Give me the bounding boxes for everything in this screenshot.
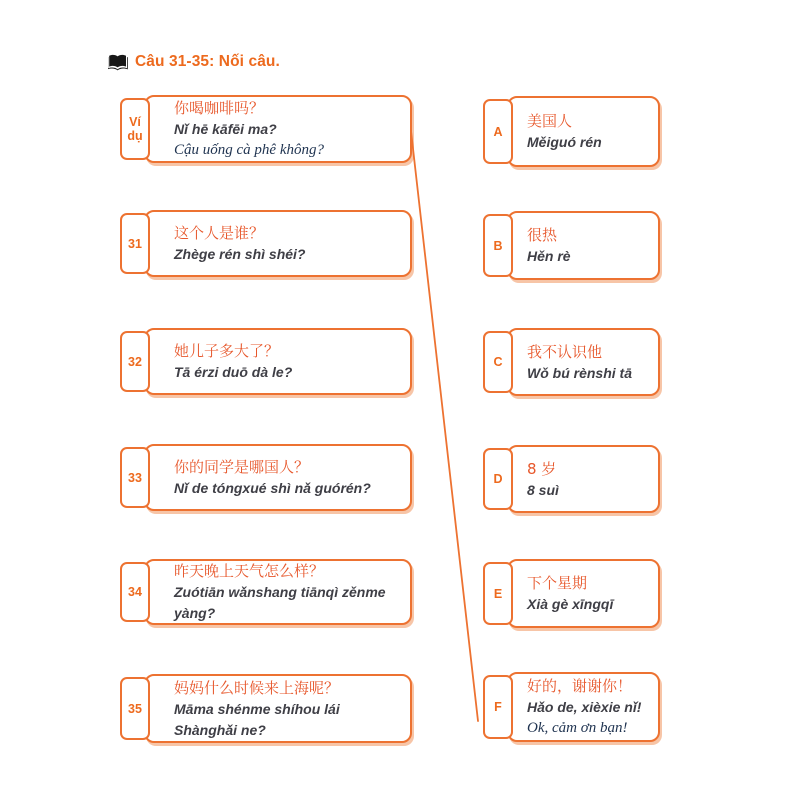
chinese-text: 她儿子多大了？ <box>174 342 280 360</box>
answer-tag-D: D <box>483 448 513 510</box>
question-tag-example: Ví dụ <box>120 98 150 160</box>
answer-tag-F: F <box>483 675 513 739</box>
question-box-33 <box>144 444 412 511</box>
question-tag-31: 31 <box>120 213 150 274</box>
pinyin-text: Hěn rè <box>527 248 571 264</box>
question-row-example <box>120 95 412 163</box>
pinyin-text: 8 suì <box>527 481 559 498</box>
pinyin-text: Hǎo de, xièxie nǐ! <box>527 699 642 715</box>
answer-row-B <box>483 211 660 280</box>
chinese-text: 妈妈什么时候来上海呢？ <box>174 678 340 697</box>
question-tag-34: 34 <box>120 562 150 622</box>
chinese-text: 我不认识他 <box>527 342 603 361</box>
vietnamese-text: Cậu uống cà phê không? <box>174 142 324 158</box>
answer-box-F <box>507 672 660 742</box>
question-row-35 <box>120 674 412 743</box>
question-row-32 <box>120 328 412 395</box>
question-box-35 <box>144 674 412 743</box>
answer-box-E <box>507 559 660 628</box>
answer-row-F <box>483 672 660 742</box>
chinese-text: 很热 <box>527 226 558 244</box>
answer-row-E <box>483 559 660 628</box>
chinese-text: 昨天晚上天气怎么样？ <box>174 562 325 580</box>
answer-tag-A: A <box>483 99 513 164</box>
question-box-31 <box>144 210 412 277</box>
vietnamese-text: Ok, cảm ơn bạn! <box>527 720 628 736</box>
chinese-text: 这个人是谁？ <box>174 224 265 242</box>
question-tag-32: 32 <box>120 331 150 392</box>
answer-tag-B: B <box>483 214 513 277</box>
answer-tag-E: E <box>483 562 513 625</box>
chinese-text: 好的，谢谢你！ <box>527 677 633 695</box>
question-row-31 <box>120 210 412 277</box>
pinyin-text: Zhège rén shì shéi? <box>174 246 306 262</box>
chinese-text: 你的同学是哪国人？ <box>174 458 310 476</box>
answer-box-A <box>507 96 660 167</box>
chinese-text: 8 岁 <box>527 459 557 478</box>
question-tag-35: 35 <box>120 677 150 740</box>
pinyin-text: Tā érzi duō dà le? <box>174 364 293 380</box>
question-row-34 <box>120 559 412 625</box>
answer-tag-C: C <box>483 331 513 393</box>
pinyin-text: Xià gè xīngqī <box>527 596 614 612</box>
chinese-text: 你喝咖啡吗？ <box>174 99 265 117</box>
answer-box-D <box>507 445 660 513</box>
question-row-33 <box>120 444 412 511</box>
pinyin-text: Nǐ hē kāfēi ma? <box>174 121 277 137</box>
pinyin-text: Nǐ de tóngxué shì nǎ guórén? <box>174 480 371 496</box>
question-box-32 <box>144 328 412 395</box>
open-book-icon <box>108 54 128 71</box>
question-tag-33: 33 <box>120 447 150 508</box>
pinyin-text: Wǒ bú rènshi tā <box>527 364 632 381</box>
section-title: Câu 31-35: Nối câu. <box>135 53 280 70</box>
answer-box-B <box>507 211 660 280</box>
section-header <box>108 53 280 71</box>
question-box-example <box>144 95 412 163</box>
pinyin-text: Měiguó rén <box>527 134 602 150</box>
pinyin-text: Zuótiān wǎnshang tiānqì zěnme yàng? <box>174 584 386 621</box>
answer-row-C <box>483 328 660 396</box>
answer-box-C <box>507 328 660 396</box>
answer-row-A <box>483 96 660 167</box>
chinese-text: 美国人 <box>527 112 573 130</box>
chinese-text: 下个星期 <box>527 574 588 592</box>
answer-row-D <box>483 445 660 513</box>
pinyin-text: Māma shénme shíhou lái Shànghǎi ne? <box>174 700 340 738</box>
question-box-34 <box>144 559 412 625</box>
